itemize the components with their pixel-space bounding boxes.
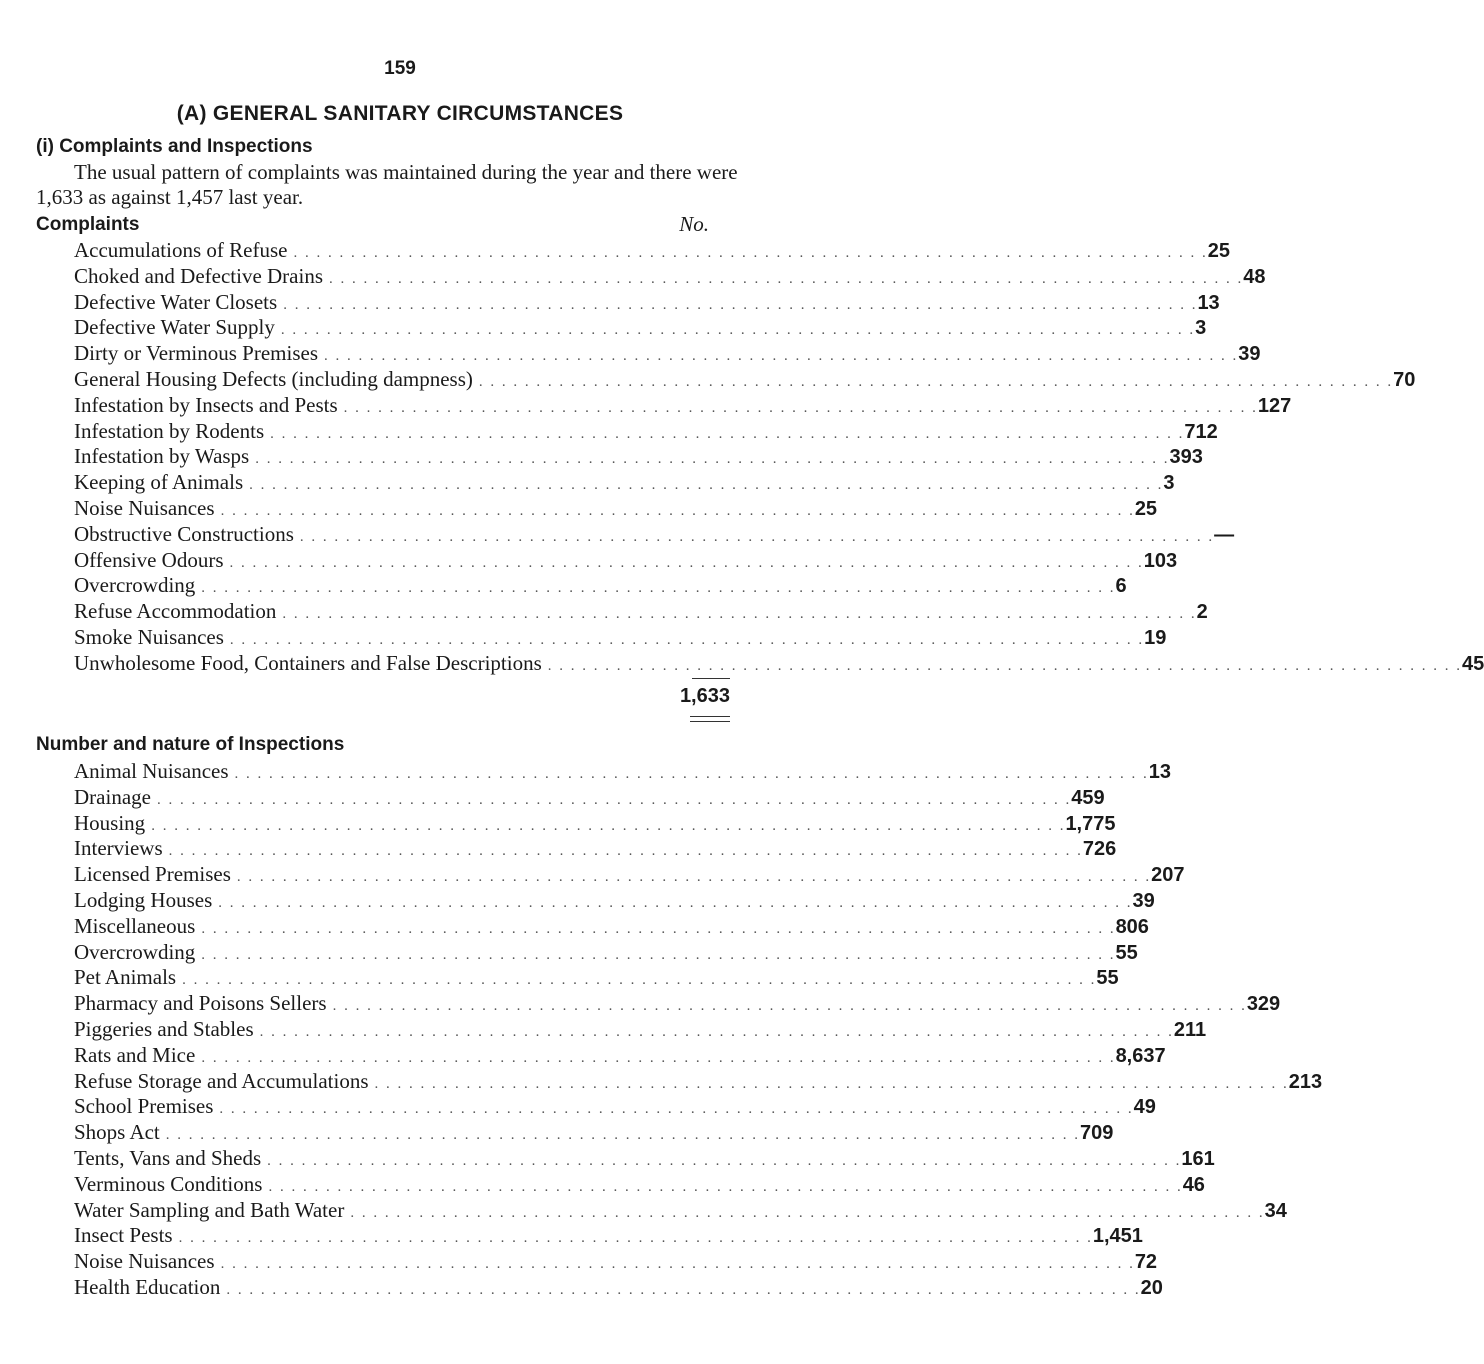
list-item [74,650,1484,677]
list-item [74,341,1261,367]
item-value: 3 [1163,472,1175,495]
leader-dots: . . . . . . . . . . . . . . . . . . . . . . . . . . . . . . . . . . . . . . . . . . . . . . . . . . . . . . . . . . . . . . . . . . . . . . . . . . . . . . . . [293,245,1208,261]
item-label: Lodging Houses [74,888,218,914]
item-label: Verminous Conditions [74,1172,268,1198]
list-item [74,599,1208,625]
page-number: 159 [384,58,416,79]
intro-paragraph-text: The usual pattern of complaints was maintained during the year and there were 1,633 as against 1,457 last year. [36,160,738,209]
leader-dots: . . . . . . . . . . . . . . . . . . . . . . . . . . . . . . . . . . . . . . . . . . . . . . . . . . . . . . . . . . . . . . . . . . . . . . . . . . . . . . . . [201,580,1116,597]
list-item [74,887,1155,914]
list-item [74,1068,1323,1095]
leader-dots: . . . . . . . . . . . . . . . . . . . . . . . . . . . . . . . . . . . . . . . . . . . . . . . . . . . . . . . . . . . . . . . . . . . . . . . . . . . . . . . . [249,477,1164,494]
item-label: Overcrowding [74,573,201,599]
leader-dots: . . . . . . . . . . . . . . . . . . . . . . . . . . . . . . . . . . . . . . . . . . . . . . . . . . . . . . . . . . . . . . . . . . . . . . . . . . . . . . . . [547,657,1463,674]
item-value: 25 [1134,497,1158,520]
list-item [74,1120,1114,1146]
item-label: Piggeries and Stables [74,1017,260,1043]
item-value: 46 [1182,1173,1205,1196]
item-value: 13 [1197,291,1220,314]
list-item [74,1145,1215,1172]
leader-dots: . . . . . . . . . . . . . . . . . . . . . . . . . . . . . . . . . . . . . . . . . . . . . . . . . . . . . . . . . . . . . . . . . . . . . . . . . . . . . . . . [201,946,1116,963]
item-value: 726 [1082,838,1117,861]
leader-dots: . . . . . . . . . . . . . . . . . . . . . . . . . . . . . . . . . . . . . . . . . . . . . . . . . . . . . . . . . . . . . . . . . . . . . . . . . . . . . . . . [282,606,1197,623]
item-label: Overcrowding [74,940,201,966]
list-item [74,784,1105,811]
item-label: Licensed Premises [74,862,237,888]
list-item [74,991,1281,1017]
item-value: 709 [1080,1122,1114,1145]
item-label: Pharmacy and Poisons Sellers [74,991,333,1017]
list-item [74,392,1292,419]
item-value: 161 [1181,1147,1215,1170]
leader-dots: . . . . . . . . . . . . . . . . . . . . . . . . . . . . . . . . . . . . . . . . . . . . . . . . . . . . . . . . . . . . . . . . . . . . . . . . . . . . . . . . [255,451,1170,468]
list-item [74,1016,1207,1043]
item-label: Health Education [74,1275,226,1301]
list-item [74,573,1127,599]
leader-dots: . . . . . . . . . . . . . . . . . . . . . . . . . . . . . . . . . . . . . . . . . . . . . . . . . . . . . . . . . . . . . . . . . . . . . . . . . . . . . . . . [236,869,1152,886]
item-value: 49 [1133,1096,1156,1119]
item-label: General Housing Defects (including dampness) [74,367,479,393]
list-item [74,521,1235,548]
inspections-title: Number and nature of Inspections [36,734,345,755]
item-label: Obstructive Constructions [74,522,300,548]
item-value: 70 [1393,368,1416,391]
item-label: Accumulations of Refuse [74,238,293,264]
leader-dots: . . . . . . . . . . . . . . . . . . . . . . . . . . . . . . . . . . . . . . . . . . . . . . . . . . . . . . . . . . . . . . . . . . . . . . . . . . . . . . . . [165,1127,1081,1144]
item-value: 34 [1264,1199,1287,1222]
list-item [74,1223,1143,1249]
item-label: Keeping of Animals [74,470,249,496]
list-item [74,759,1172,785]
item-label: Pet Animals [74,965,182,991]
list-item [74,862,1185,888]
leader-dots: . . . . . . . . . . . . . . . . . . . . . . . . . . . . . . . . . . . . . . . . . . . . . . . . . . . . . . . . . . . . . . . . . . . . . . . . . . . . . . . . [350,1204,1265,1221]
list-item [74,836,1117,862]
complaints-total: 1,633 [679,685,730,707]
list-item [74,418,1218,445]
item-label: Tents, Vans and Sheds [74,1146,267,1172]
item-label: Refuse Accommodation [74,599,282,625]
total-rule [692,678,730,679]
list-item [74,444,1203,470]
item-label: Shops Act [74,1120,166,1146]
list-item [74,289,1220,316]
item-value: 2 [1196,601,1208,624]
item-label: Rats and Mice [74,1043,201,1069]
item-label: Noise Nuisances [74,496,221,522]
item-value: 3 [1195,317,1207,340]
item-value: — [1214,523,1235,546]
list-item [74,547,1178,574]
leader-dots: . . . . . . . . . . . . . . . . . . . . . . . . . . . . . . . . . . . . . . . . . . . . . . . . . . . . . . . . . . . . . . . . . . . . . . . . . . . . . . . . [267,1152,1182,1169]
list-item [74,1042,1166,1069]
leader-dots: . . . . . . . . . . . . . . . . . . . . . . . . . . . . . . . . . . . . . . . . . . . . . . . . . . . . . . . . . . . . . . . . . . . . . . . . . . . . . . . . [234,766,1149,782]
item-value: 393 [1169,446,1203,469]
item-value: 72 [1134,1251,1158,1274]
item-label: Interviews [74,836,169,862]
item-label: Infestation by Rodents [74,419,270,445]
item-value: 213 [1288,1070,1323,1093]
item-value: 1,451 [1092,1225,1143,1248]
item-value: 459 [1071,786,1105,809]
item-label: Smoke Nuisances [74,625,230,651]
list-item [74,366,1416,393]
page-heading: (A) GENERAL SANITARY CIRCUMSTANCES [176,102,624,125]
item-value: 20 [1140,1276,1163,1299]
item-label: Noise Nuisances [74,1249,221,1275]
leader-dots: . . . . . . . . . . . . . . . . . . . . . . . . . . . . . . . . . . . . . . . . . . . . . . . . . . . . . . . . . . . . . . . . . . . . . . . . . . . . . . . . [182,972,1097,989]
leader-dots: . . . . . . . . . . . . . . . . . . . . . . . . . . . . . . . . . . . . . . . . . . . . . . . . . . . . . . . . . . . . . . . . . . . . . . . . . . . . . . . . [280,322,1196,339]
item-label: Choked and Defective Drains [74,264,329,290]
item-label: Miscellaneous [74,914,201,940]
list-item [74,495,1158,522]
intro-paragraph [36,160,741,210]
leader-dots: . . . . . . . . . . . . . . . . . . . . . . . . . . . . . . . . . . . . . . . . . . . . . . . . . . . . . . . . . . . . . . . . . . . . . . . . . . . . . . . . [229,554,1144,571]
leader-dots: . . . . . . . . . . . . . . . . . . . . . . . . . . . . . . . . . . . . . . . . . . . . . . . . . . . . . . . . . . . . . . . . . . . . . . . . . . . . . . . . [259,1023,1174,1040]
item-label: Insect Pests [74,1223,179,1249]
item-value: 103 [1143,549,1178,572]
item-value: 8,637 [1115,1044,1166,1067]
item-value: 127 [1257,394,1292,417]
item-label: Dirty or Verminous Premises [74,341,324,367]
item-value: 55 [1096,967,1119,990]
list-item [74,1197,1287,1224]
leader-dots: . . . . . . . . . . . . . . . . . . . . . . . . . . . . . . . . . . . . . . . . . . . . . . . . . . . . . . . . . . . . . . . . . . . . . . . . . . . . . . . . [324,348,1239,365]
item-label: Infestation by Insects and Pests [74,393,344,419]
item-value: 6 [1115,575,1127,598]
list-item [74,939,1138,966]
list-item [74,1171,1205,1198]
item-label: Infestation by Wasps [74,444,255,470]
item-label: Housing [74,811,151,837]
leader-dots: . . . . . . . . . . . . . . . . . . . . . . . . . . . . . . . . . . . . . . . . . . . . . . . . . . . . . . . . . . . . . . . . . . . . . . . . . . . . . . . . [220,1256,1135,1273]
leader-dots: . . . . . . . . . . . . . . . . . . . . . . . . . . . . . . . . . . . . . . . . . . . . . . . . . . . . . . . . . . . . . . . . . . . . . . . . . . . . . . . . [226,1281,1141,1298]
list-item [74,913,1149,940]
leader-dots: . . . . . . . . . . . . . . . . . . . . . . . . . . . . . . . . . . . . . . . . . . . . . . . . . . . . . . . . . . . . . . . . . . . . . . . . . . . . . . . . [219,1101,1134,1118]
list-item [74,624,1167,651]
leader-dots: . . . . . . . . . . . . . . . . . . . . . . . . . . . . . . . . . . . . . . . . . . . . . . . . . . . . . . . . . . . . . . . . . . . . . . . . . . . . . . . . [218,894,1133,911]
item-value: 19 [1144,626,1167,649]
leader-dots: . . . . . . . . . . . . . . . . . . . . . . . . . . . . . . . . . . . . . . . . . . . . . . . . . . . . . . . . . . . . . . . . . . . . . . . . . . . . . . . . [283,296,1198,313]
item-label: Offensive Odours [74,548,230,574]
item-value: 207 [1151,864,1185,887]
item-value: 329 [1246,993,1281,1016]
item-label: Animal Nuisances [74,759,235,785]
leader-dots: . . . . . . . . . . . . . . . . . . . . . . . . . . . . . . . . . . . . . . . . . . . . . . . . . . . . . . . . . . . . . . . . . . . . . . . . . . . . . . . . [478,373,1394,390]
list-item [74,238,1230,264]
leader-dots: . . . . . . . . . . . . . . . . . . . . . . . . . . . . . . . . . . . . . . . . . . . . . . . . . . . . . . . . . . . . . . . . . . . . . . . . . . . . . . . . [299,528,1215,545]
leader-dots: . . . . . . . . . . . . . . . . . . . . . . . . . . . . . . . . . . . . . . . . . . . . . . . . . . . . . . . . . . . . . . . . . . . . . . . . . . . . . . . . [374,1075,1289,1092]
item-value: 806 [1115,915,1149,938]
list-item [74,315,1207,341]
inspections-list [74,759,1323,1301]
leader-dots: . . . . . . . . . . . . . . . . . . . . . . . . . . . . . . . . . . . . . . . . . . . . . . . . . . . . . . . . . . . . . . . . . . . . . . . . . . . . . . . . [270,425,1185,442]
leader-dots: . . . . . . . . . . . . . . . . . . . . . . . . . . . . . . . . . . . . . . . . . . . . . . . . . . . . . . . . . . . . . . . . . . . . . . . . . . . . . . . . [343,399,1258,416]
list-item [74,1094,1156,1120]
leader-dots: . . . . . . . . . . . . . . . . . . . . . . . . . . . . . . . . . . . . . . . . . . . . . . . . . . . . . . . . . . . . . . . . . . . . . . . . . . . . . . . . [156,791,1072,808]
item-label: Unwholesome Food, Containers and False Descriptions [74,651,548,677]
total-double-rule [690,716,730,722]
complaints-list [74,238,1484,677]
list-item [74,263,1266,290]
item-label: Water Sampling and Bath Water [74,1198,350,1224]
item-value: 25 [1207,240,1230,262]
item-value: 48 [1243,265,1266,288]
section-title-complaints-inspections: (i) Complaints and Inspections [36,136,313,157]
column-header-no: No. [679,212,709,236]
leader-dots: . . . . . . . . . . . . . . . . . . . . . . . . . . . . . . . . . . . . . . . . . . . . . . . . . . . . . . . . . . . . . . . . . . . . . . . . . . . . . . . . [201,1049,1116,1066]
leader-dots: . . . . . . . . . . . . . . . . . . . . . . . . . . . . . . . . . . . . . . . . . . . . . . . . . . . . . . . . . . . . . . . . . . . . . . . . . . . . . . . . [332,998,1247,1015]
item-value: 1,775 [1065,812,1116,835]
list-item [74,1249,1158,1275]
item-value: 55 [1115,941,1138,964]
list-item [74,810,1116,837]
item-value: 712 [1184,420,1218,443]
list-item [74,470,1175,496]
leader-dots: . . . . . . . . . . . . . . . . . . . . . . . . . . . . . . . . . . . . . . . . . . . . . . . . . . . . . . . . . . . . . . . . . . . . . . . . . . . . . . . . [201,920,1116,937]
leader-dots: . . . . . . . . . . . . . . . . . . . . . . . . . . . . . . . . . . . . . . . . . . . . . . . . . . . . . . . . . . . . . . . . . . . . . . . . . . . . . . . . [268,1178,1183,1195]
item-label: School Premises [74,1094,219,1120]
item-value: 39 [1238,343,1261,366]
item-label: Defective Water Closets [74,290,283,316]
list-item [74,965,1119,991]
item-label: Defective Water Supply [74,315,281,341]
leader-dots: . . . . . . . . . . . . . . . . . . . . . . . . . . . . . . . . . . . . . . . . . . . . . . . . . . . . . . . . . . . . . . . . . . . . . . . . . . . . . . . . [329,270,1244,287]
leader-dots: . . . . . . . . . . . . . . . . . . . . . . . . . . . . . . . . . . . . . . . . . . . . . . . . . . . . . . . . . . . . . . . . . . . . . . . . . . . . . . . . [168,843,1083,860]
item-value: 39 [1132,889,1155,912]
leader-dots: . . . . . . . . . . . . . . . . . . . . . . . . . . . . . . . . . . . . . . . . . . . . . . . . . . . . . . . . . . . . . . . . . . . . . . . . . . . . . . . . [229,631,1145,648]
item-value: 45 [1462,652,1484,675]
list-item [74,1274,1163,1301]
leader-dots: . . . . . . . . . . . . . . . . . . . . . . . . . . . . . . . . . . . . . . . . . . . . . . . . . . . . . . . . . . . . . . . . . . . . . . . . . . . . . . . . [178,1230,1093,1247]
leader-dots: . . . . . . . . . . . . . . . . . . . . . . . . . . . . . . . . . . . . . . . . . . . . . . . . . . . . . . . . . . . . . . . . . . . . . . . . . . . . . . . . [220,502,1135,519]
item-label: Refuse Storage and Accumulations [74,1069,375,1095]
item-value: 13 [1148,761,1172,783]
item-value: 211 [1173,1018,1207,1041]
complaints-title: Complaints [36,214,140,235]
item-label: Drainage [74,785,157,811]
leader-dots: . . . . . . . . . . . . . . . . . . . . . . . . . . . . . . . . . . . . . . . . . . . . . . . . . . . . . . . . . . . . . . . . . . . . . . . . . . . . . . . . [151,817,1066,834]
